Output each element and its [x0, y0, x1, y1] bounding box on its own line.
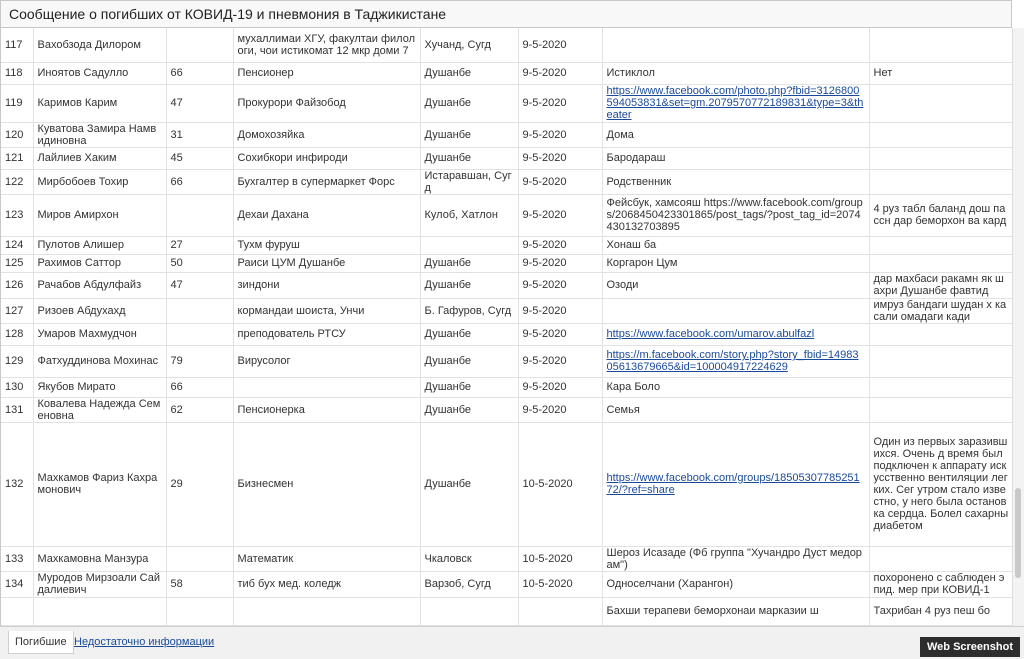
name-cell[interactable]: Лайлиев Хаким — [33, 147, 166, 169]
occupation-cell[interactable] — [233, 597, 420, 625]
source-cell[interactable]: Бахши терапеви беморхонаи марказии ш — [602, 597, 869, 625]
age-cell[interactable] — [166, 194, 233, 236]
occupation-cell[interactable]: Пенсионер — [233, 62, 420, 84]
sheet-tab-bar — [0, 626, 1024, 659]
watermark-label: Web Screenshot — [920, 637, 1020, 657]
row-number[interactable]: 124 — [1, 236, 33, 254]
date-cell[interactable]: 9-5-2020 — [518, 194, 602, 236]
source-cell[interactable] — [602, 323, 869, 345]
age-cell[interactable]: 47 — [166, 272, 233, 298]
date-cell[interactable] — [518, 597, 602, 625]
city-cell[interactable]: Хучанд, Сугд — [420, 28, 518, 62]
city-cell[interactable]: Чкаловск — [420, 546, 518, 571]
city-cell[interactable]: Кулоб, Хатлон — [420, 194, 518, 236]
source-link[interactable]: https://m.facebook.com/story.php?story_fbid=1498305613679665&id=100004917224629 — [606, 349, 859, 373]
source-cell[interactable]: Односелчани (Харангон) — [602, 571, 869, 597]
row-number[interactable]: 121 — [1, 147, 33, 169]
city-cell[interactable]: Душанбе — [420, 377, 518, 397]
name-cell[interactable] — [33, 597, 166, 625]
source-cell[interactable]: Фейсбук, хамсояш https://www.facebook.com/groups/2068450423301865/post_tags/?post_tag_id=2074430132703895 — [602, 194, 869, 236]
age-cell[interactable] — [166, 298, 233, 323]
age-cell[interactable]: 66 — [166, 169, 233, 194]
note-cell[interactable] — [869, 122, 1013, 147]
occupation-cell[interactable]: Тухм фуруш — [233, 236, 420, 254]
name-cell[interactable]: Каримов Карим — [33, 84, 166, 122]
table-row — [1, 147, 1013, 169]
source-cell[interactable] — [602, 84, 869, 122]
table-row — [1, 571, 1013, 597]
occupation-cell[interactable]: Домохозяйка — [233, 122, 420, 147]
age-cell[interactable] — [166, 323, 233, 345]
age-cell[interactable]: 62 — [166, 397, 233, 422]
row-number[interactable]: 122 — [1, 169, 33, 194]
row-number[interactable]: 133 — [1, 546, 33, 571]
source-cell[interactable] — [602, 28, 869, 62]
date-cell[interactable]: 9-5-2020 — [518, 298, 602, 323]
source-cell[interactable]: Дома — [602, 122, 869, 147]
note-cell[interactable]: Один из первых заразившихся. Очень д время был подключен к аппарату искусственно вентиляции легких. Сег утром стало известно, у него была остановка сердца. Болел сахарны диабетом — [869, 422, 1013, 546]
occupation-cell[interactable]: Бизнесмен — [233, 422, 420, 546]
age-cell[interactable]: 31 — [166, 122, 233, 147]
note-cell[interactable]: 4 руз табл баланд дош пассн дар беморхон ва кард — [869, 194, 1013, 236]
table-row — [1, 597, 1013, 625]
occupation-cell[interactable]: Математик — [233, 546, 420, 571]
occupation-cell[interactable]: Сохибкори инфироди — [233, 147, 420, 169]
row-number[interactable]: 131 — [1, 397, 33, 422]
row-number[interactable]: 127 — [1, 298, 33, 323]
table-row — [1, 272, 1013, 298]
row-number[interactable]: 119 — [1, 84, 33, 122]
name-cell[interactable]: Миров Амирхон — [33, 194, 166, 236]
date-cell[interactable]: 9-5-2020 — [518, 345, 602, 377]
row-number[interactable]: 118 — [1, 62, 33, 84]
note-cell[interactable] — [869, 254, 1013, 272]
city-cell[interactable]: Душанбе — [420, 272, 518, 298]
note-cell[interactable]: дар махбаси ракамн як шахри Душанбе фавтид — [869, 272, 1013, 298]
row-number[interactable]: 134 — [1, 571, 33, 597]
occupation-cell[interactable]: Прокурори Файзобод — [233, 84, 420, 122]
row-number[interactable]: 129 — [1, 345, 33, 377]
city-cell[interactable]: Варзоб, Сугд — [420, 571, 518, 597]
table-row — [1, 84, 1013, 122]
name-cell[interactable]: Умаров Махмудчон — [33, 323, 166, 345]
name-cell[interactable]: Ковалева Надежда Семеновна — [33, 397, 166, 422]
city-cell[interactable]: Душанбе — [420, 147, 518, 169]
table-row — [1, 62, 1013, 84]
note-cell[interactable]: похоронено с саблюден эпид. мер при КОВИД-1 — [869, 571, 1013, 597]
sheet-title: Сообщение о погибших от КОВИД-19 и пневмония в Таджикистане — [0, 0, 1012, 28]
date-cell[interactable]: 10-5-2020 — [518, 422, 602, 546]
table-row — [1, 546, 1013, 571]
city-cell[interactable]: Душанбе — [420, 345, 518, 377]
source-cell[interactable]: Коргарон Цум — [602, 254, 869, 272]
date-cell[interactable]: 9-5-2020 — [518, 122, 602, 147]
name-cell[interactable]: Муродов Мирзоали Сайдалиевич — [33, 571, 166, 597]
date-cell[interactable]: 9-5-2020 — [518, 254, 602, 272]
table-row — [1, 254, 1013, 272]
note-cell[interactable] — [869, 169, 1013, 194]
date-cell[interactable]: 9-5-2020 — [518, 272, 602, 298]
name-cell[interactable]: Ризоев Абдухахд — [33, 298, 166, 323]
occupation-cell[interactable]: Раиси ЦУМ Душанбе — [233, 254, 420, 272]
source-cell[interactable] — [602, 422, 869, 546]
note-cell[interactable] — [869, 147, 1013, 169]
row-number[interactable]: 120 — [1, 122, 33, 147]
note-cell[interactable] — [869, 323, 1013, 345]
name-cell[interactable]: Якубов Мирато — [33, 377, 166, 397]
city-cell[interactable]: Душанбе — [420, 397, 518, 422]
city-cell[interactable]: Душанбе — [420, 323, 518, 345]
table-row — [1, 397, 1013, 422]
name-cell[interactable]: Иноятов Садуллo — [33, 62, 166, 84]
note-cell[interactable] — [869, 236, 1013, 254]
date-cell[interactable]: 10-5-2020 — [518, 571, 602, 597]
name-cell[interactable]: Махкамов Фариз Кахрамонович — [33, 422, 166, 546]
city-cell[interactable] — [420, 236, 518, 254]
age-cell[interactable]: 66 — [166, 62, 233, 84]
age-cell[interactable]: 47 — [166, 84, 233, 122]
occupation-cell[interactable]: преподователь РТСУ — [233, 323, 420, 345]
age-cell[interactable]: 45 — [166, 147, 233, 169]
source-cell[interactable] — [602, 298, 869, 323]
name-cell[interactable]: Рахимов Саттор — [33, 254, 166, 272]
source-cell[interactable]: Родственник — [602, 169, 869, 194]
occupation-cell[interactable]: кормандаи шоиста, Унчи — [233, 298, 420, 323]
date-cell[interactable]: 9-5-2020 — [518, 323, 602, 345]
age-cell[interactable]: 79 — [166, 345, 233, 377]
row-number[interactable] — [1, 597, 33, 625]
row-number[interactable]: 128 — [1, 323, 33, 345]
table-row — [1, 345, 1013, 377]
age-cell[interactable] — [166, 546, 233, 571]
city-cell[interactable]: Душанбе — [420, 62, 518, 84]
age-cell[interactable]: 29 — [166, 422, 233, 546]
date-cell[interactable]: 9-5-2020 — [518, 62, 602, 84]
date-cell[interactable]: 9-5-2020 — [518, 169, 602, 194]
date-cell[interactable]: 9-5-2020 — [518, 28, 602, 62]
name-cell[interactable]: Фатхуддинова Мохинаc — [33, 345, 166, 377]
row-number[interactable]: 126 — [1, 272, 33, 298]
scrollbar-thumb[interactable] — [1015, 488, 1021, 578]
note-cell[interactable] — [869, 28, 1013, 62]
city-cell[interactable] — [420, 597, 518, 625]
note-cell[interactable]: Таxрибан 4 руз пеш бо — [869, 597, 1013, 625]
date-cell[interactable]: 9-5-2020 — [518, 397, 602, 422]
source-cell[interactable]: Хонаш ба — [602, 236, 869, 254]
row-number[interactable]: 125 — [1, 254, 33, 272]
age-cell[interactable]: 50 — [166, 254, 233, 272]
source-link[interactable]: https://www.facebook.com/umarov.abulfazl — [606, 328, 815, 340]
occupation-cell[interactable]: зиндони — [233, 272, 420, 298]
occupation-cell[interactable]: Пенсионерка — [233, 397, 420, 422]
table-row — [1, 122, 1013, 147]
age-cell[interactable] — [166, 28, 233, 62]
source-cell[interactable]: Кара Боло — [602, 377, 869, 397]
occupation-cell[interactable]: Бухгалтер в супермаркет Форс — [233, 169, 420, 194]
occupation-cell[interactable]: тиб бух мед. коледж — [233, 571, 420, 597]
occupation-cell[interactable]: Дехаи Дахана — [233, 194, 420, 236]
note-cell[interactable] — [869, 84, 1013, 122]
date-cell[interactable]: 9-5-2020 — [518, 84, 602, 122]
age-cell[interactable] — [166, 597, 233, 625]
table-row — [1, 28, 1013, 62]
age-cell[interactable]: 66 — [166, 377, 233, 397]
date-cell[interactable]: 9-5-2020 — [518, 147, 602, 169]
age-cell[interactable]: 27 — [166, 236, 233, 254]
source-cell[interactable] — [602, 345, 869, 377]
row-number[interactable]: 117 — [1, 28, 33, 62]
tab-deaths[interactable]: Погибшие — [8, 631, 74, 654]
data-grid[interactable] — [0, 28, 1013, 626]
name-cell[interactable]: Махкамовна Манзура — [33, 546, 166, 571]
city-cell[interactable]: Душанбе — [420, 254, 518, 272]
table-row — [1, 422, 1013, 546]
source-cell[interactable]: Семья — [602, 397, 869, 422]
name-cell[interactable]: Рачабов Абдулфайз — [33, 272, 166, 298]
occupation-cell[interactable]: мухаллимаи ХГУ, факултаи филологи, чои истикомат 12 мкр доми 7 — [233, 28, 420, 62]
name-cell[interactable]: Вахобзода Дилором — [33, 28, 166, 62]
row-number[interactable]: 132 — [1, 422, 33, 546]
table-row — [1, 194, 1013, 236]
city-cell[interactable]: Душанбе — [420, 422, 518, 546]
vertical-scrollbar[interactable] — [1012, 28, 1024, 626]
table-row — [1, 323, 1013, 345]
city-cell[interactable]: Истаравшан, Сугд — [420, 169, 518, 194]
name-cell[interactable]: Мирбобоев Тохир — [33, 169, 166, 194]
name-cell[interactable]: Пулотов Алишер — [33, 236, 166, 254]
source-cell[interactable]: Озоди — [602, 272, 869, 298]
row-number[interactable]: 130 — [1, 377, 33, 397]
city-cell[interactable]: Душанбе — [420, 122, 518, 147]
city-cell[interactable]: Б. Гафуров, Сугд — [420, 298, 518, 323]
note-cell[interactable] — [869, 397, 1013, 422]
table-row — [1, 298, 1013, 323]
age-cell[interactable]: 58 — [166, 571, 233, 597]
note-cell[interactable]: имруз бандаги шудан х касали омадаги кади — [869, 298, 1013, 323]
table-row — [1, 169, 1013, 194]
source-cell[interactable]: Шероз Исазаде (Фб группа "Хучандро Дуст медорам") — [602, 546, 869, 571]
table-row — [1, 236, 1013, 254]
deaths-table — [1, 28, 1013, 626]
row-number[interactable]: 123 — [1, 194, 33, 236]
source-link[interactable]: https://www.facebook.com/groups/1850530778525172/?ref=share — [606, 472, 860, 496]
city-cell[interactable]: Душанбе — [420, 84, 518, 122]
note-cell[interactable] — [869, 377, 1013, 397]
tab-insufficient-info[interactable]: Недостаточно информации — [74, 636, 215, 648]
source-cell[interactable]: Бародараш — [602, 147, 869, 169]
date-cell[interactable]: 10-5-2020 — [518, 546, 602, 571]
note-cell[interactable] — [869, 345, 1013, 377]
name-cell[interactable]: Куватова Замира Намвидиновна — [33, 122, 166, 147]
table-row — [1, 377, 1013, 397]
source-cell[interactable]: Истиклол — [602, 62, 869, 84]
source-link[interactable]: https://www.facebook.com/photo.php?fbid=3126800594053831&set=gm.2079570772189831&type=3&theater — [606, 85, 864, 121]
note-cell[interactable]: Нет — [869, 62, 1013, 84]
occupation-cell[interactable]: Вирусолог — [233, 345, 420, 377]
occupation-cell[interactable] — [233, 377, 420, 397]
note-cell[interactable] — [869, 546, 1013, 571]
date-cell[interactable]: 9-5-2020 — [518, 236, 602, 254]
date-cell[interactable]: 9-5-2020 — [518, 377, 602, 397]
